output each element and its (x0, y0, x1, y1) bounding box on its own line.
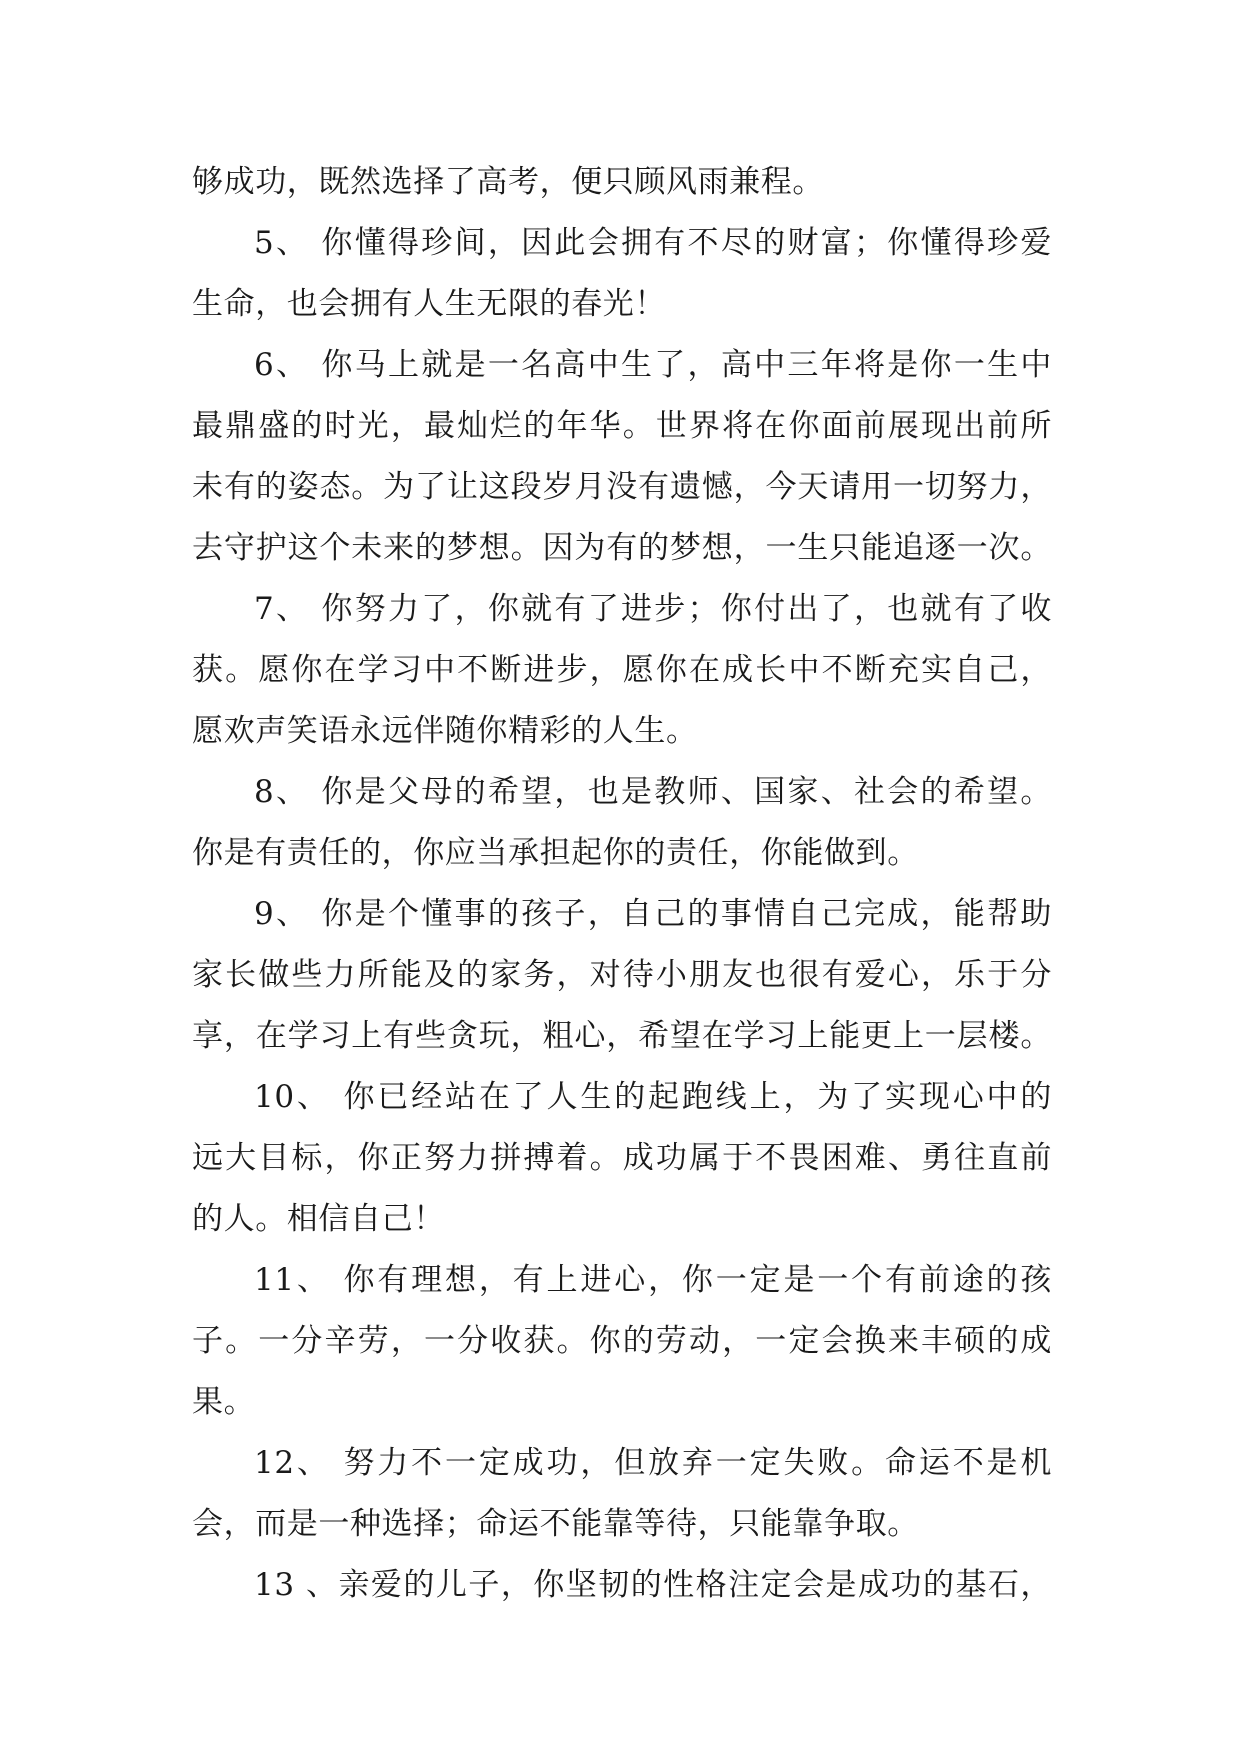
text-line: 家长做些力所能及的家务，对待小朋友也很有爱心，乐于分 (192, 957, 1052, 993)
text-line: 12、 努力不一定成功，但放弃一定失败。命运不是机 (254, 1445, 1052, 1481)
text-line: 9、 你是个懂事的孩子，自己的事情自己完成，能帮助 (254, 896, 1052, 932)
text-line: 获。愿你在学习中不断进步，愿你在成长中不断充实自己， (192, 652, 1052, 688)
text-line: 11、 你有理想，有上进心，你一定是一个有前途的孩 (254, 1262, 1052, 1298)
text-line: 7、 你努力了，你就有了进步；你付出了，也就有了收 (254, 591, 1052, 627)
text-line: 去守护这个未来的梦想。因为有的梦想，一生只能追逐一次。 (192, 530, 1052, 566)
text-line: 的人。相信自己！ (192, 1201, 445, 1237)
text-line: 6、 你马上就是一名高中生了，高中三年将是你一生中 (254, 347, 1052, 383)
text-line: 你是有责任的，你应当承担起你的责任，你能做到。 (192, 835, 919, 871)
text-line: 10、 你已经站在了人生的起跑线上，为了实现心中的 (254, 1079, 1052, 1115)
text-line: 最鼎盛的时光，最灿烂的年华。世界将在你面前展现出前所 (192, 408, 1052, 444)
text-line: 5、 你懂得珍间，因此会拥有不尽的财富；你懂得珍爱 (254, 225, 1052, 261)
text-line: 果。 (192, 1384, 256, 1420)
document-body (192, 152, 1052, 1616)
text-line: 够成功，既然选择了高考，便只顾风雨兼程。 (192, 164, 824, 200)
text-line: 13 、亲爱的儿子，你坚韧的性格注定会是成功的基石， (254, 1567, 1052, 1603)
text-line: 愿欢声笑语永远伴随你精彩的人生。 (192, 713, 698, 749)
text-line: 8、 你是父母的希望，也是教师、国家、社会的希望。 (254, 774, 1052, 810)
text-line: 子。一分辛劳，一分收获。你的劳动，一定会换来丰硕的成 (192, 1323, 1052, 1359)
text-line: 远大目标，你正努力拼搏着。成功属于不畏困难、勇往直前 (192, 1140, 1052, 1176)
text-line: 会，而是一种选择；命运不能靠等待，只能靠争取。 (192, 1506, 919, 1542)
text-line: 享，在学习上有些贪玩，粗心，希望在学习上能更上一层楼。 (192, 1018, 1052, 1054)
text-line: 生命，也会拥有人生无限的春光！ (192, 286, 666, 322)
text-line: 未有的姿态。为了让这段岁月没有遗憾，今天请用一切努力， (192, 469, 1052, 505)
